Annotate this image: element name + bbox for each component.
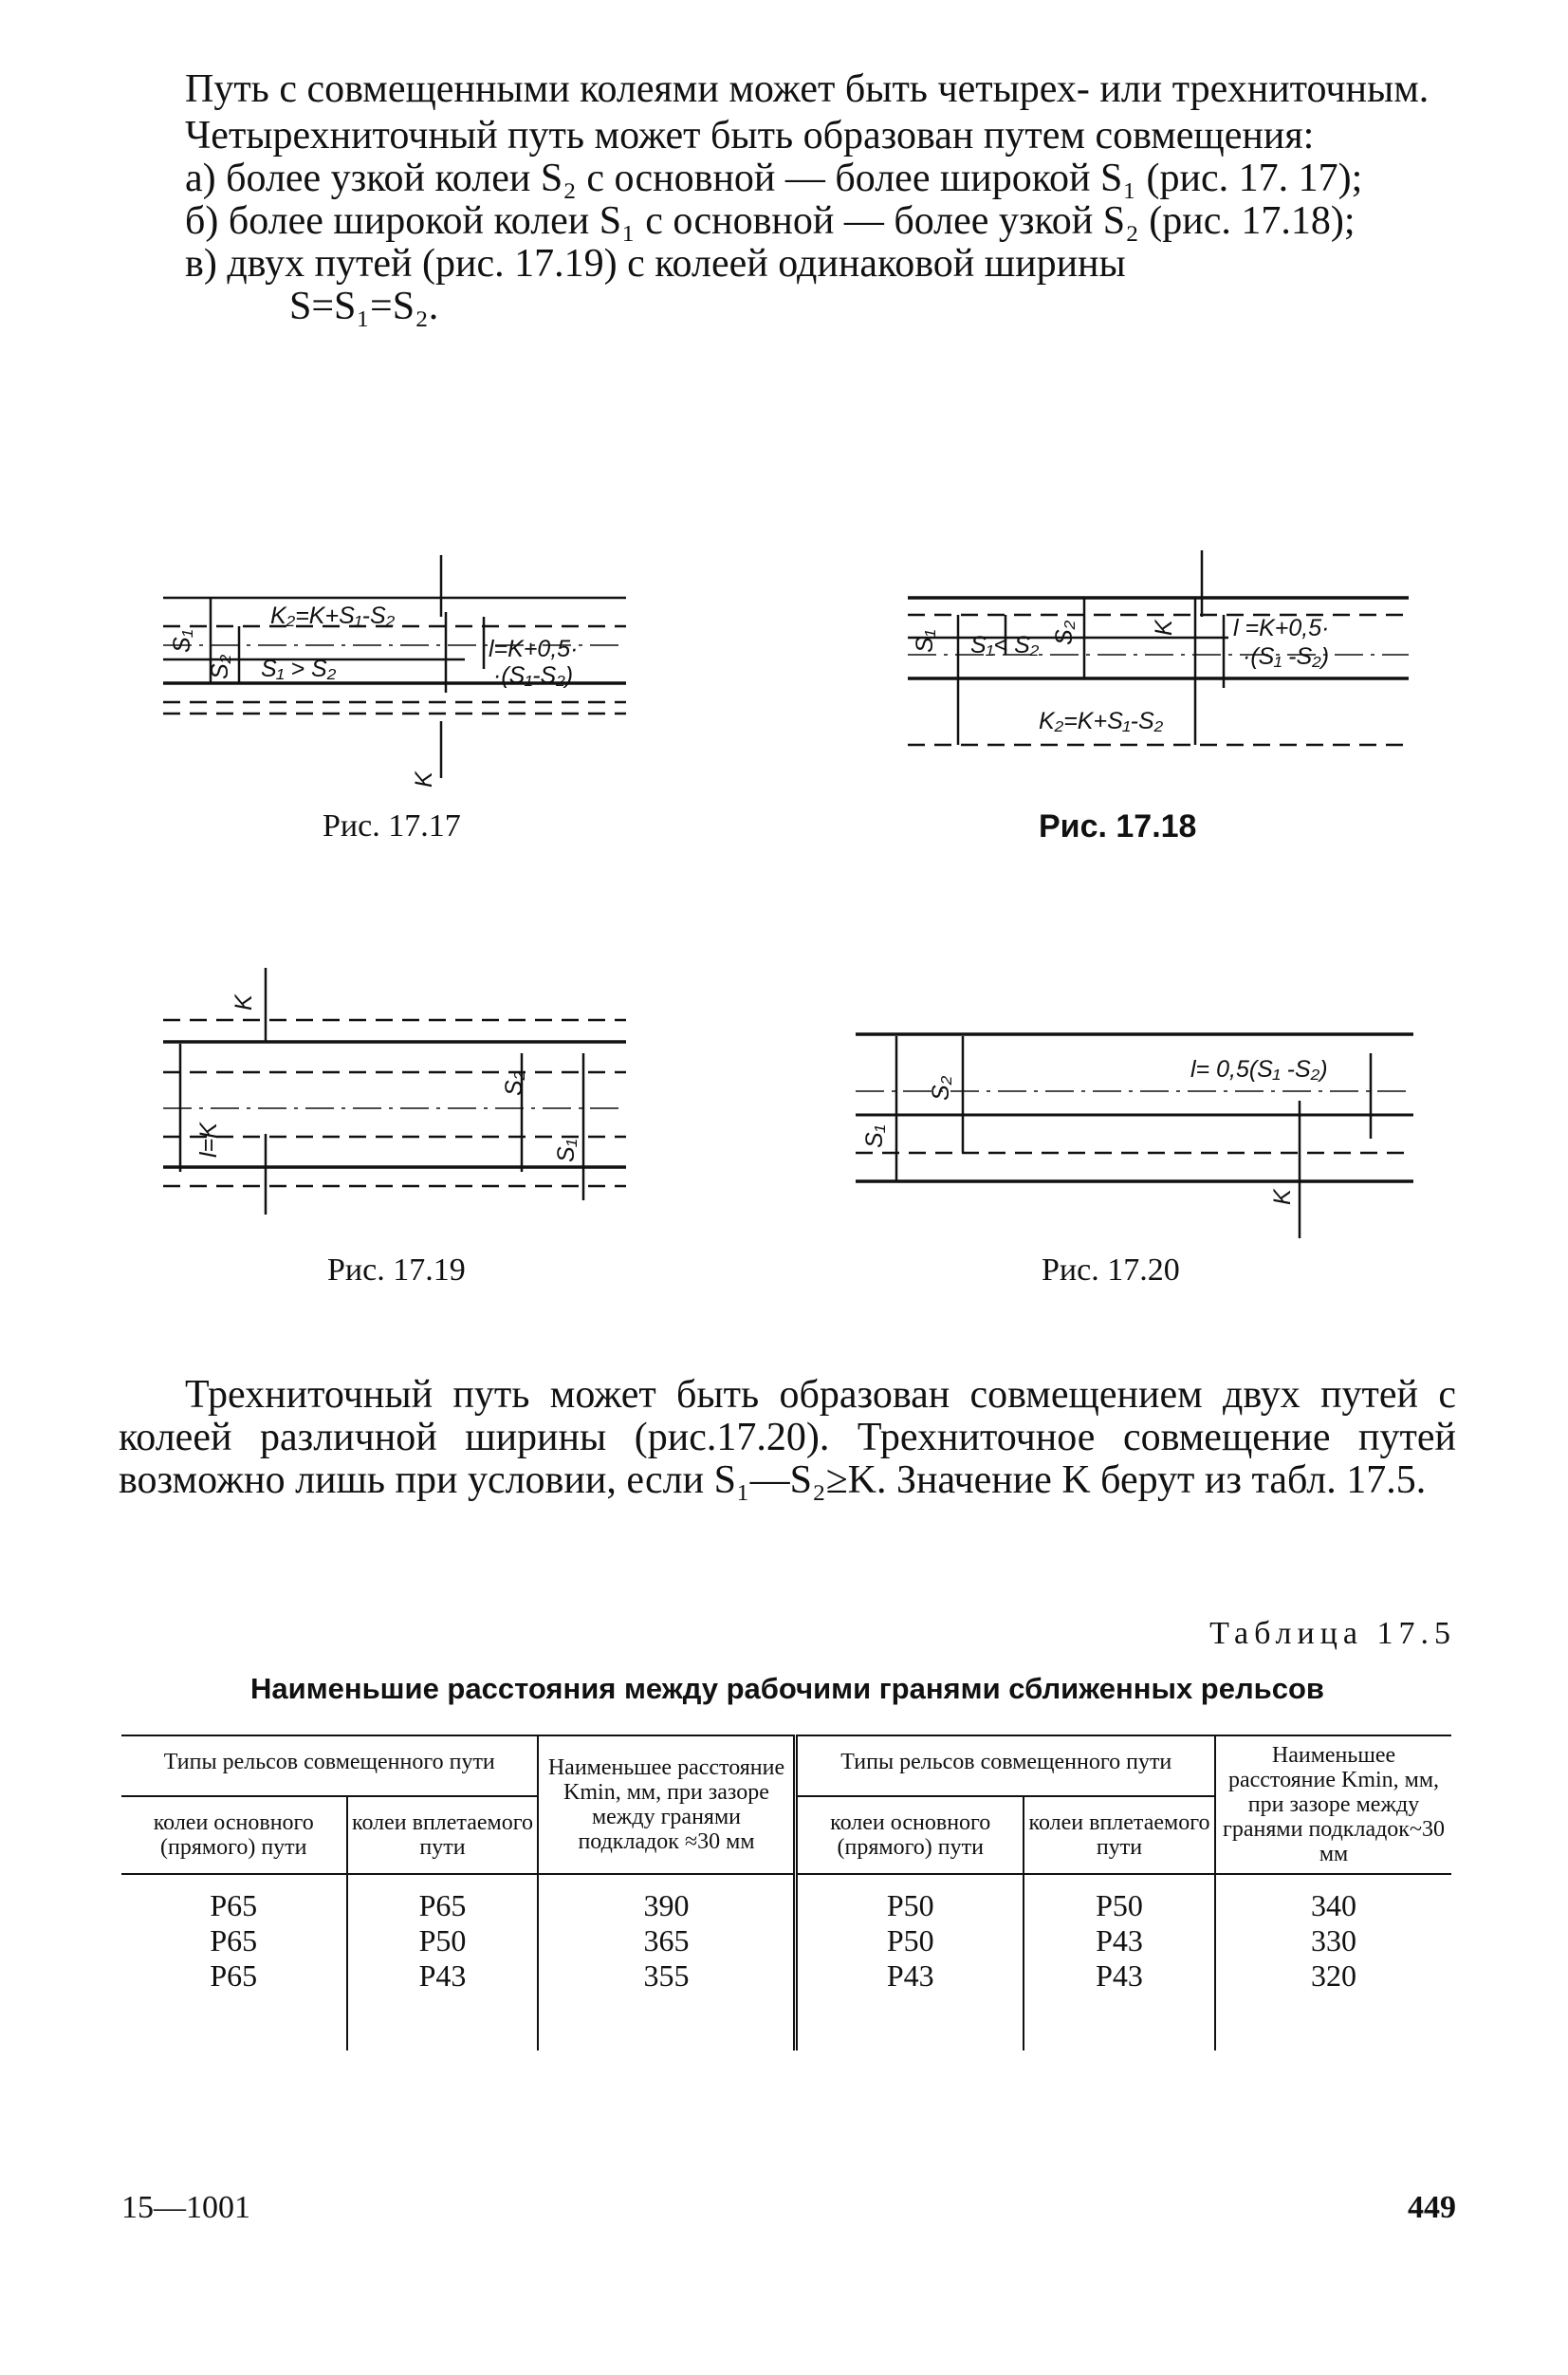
- fig17-caption: Рис. 17.17: [323, 808, 461, 844]
- fig17-k2-label: K₂=K+S₁-S₂: [270, 603, 396, 629]
- header-kmin-right: Наименьшее расстояние Kmin, мм, при зазоре между гранями подкладок~30 мм: [1215, 1735, 1451, 1874]
- fig20-s1-label: S₁: [861, 1124, 888, 1148]
- header-inner-right: колеи вплетаемого пути: [1024, 1796, 1215, 1874]
- col-kmin-left: 390 365 355: [538, 1874, 796, 2050]
- col-inner-left: Р65 Р50 Р43: [347, 1874, 539, 2050]
- header-kmin-left: Наименьшее расстояние Kmin, мм, при зазоре между гранями подкладок ≈30 мм: [538, 1735, 796, 1874]
- fig18-s2-label: S₂: [1051, 620, 1078, 645]
- fig19-k-label: K: [231, 994, 257, 1011]
- page-number: 449: [1408, 2190, 1456, 2225]
- body-paragraph: Трехниточный путь может быть образован совмещением двух путей с колеей различной ширины (рис.17.20). Трехниточное совмещение путей возможно лишь при условии, если S₁—S₂≥K. Значение K берут из табл. 17.5.: [119, 1373, 1456, 1502]
- fig18-s1-label: S₁: [912, 629, 938, 653]
- fig20-k-label: K: [1269, 1189, 1296, 1205]
- list-item-c: в) двух путей (рис. 17.19) с колеей одинаковой ширины S=S₁=S₂.: [185, 242, 1126, 328]
- fig20-s2-label: S₂: [928, 1075, 954, 1101]
- fig18-k2-label: K₂=K+S₁-S₂: [1039, 708, 1164, 734]
- fig19-s1-label: S₁: [553, 1139, 580, 1162]
- col-inner-right: Р50 Р43 Р43: [1024, 1874, 1215, 2050]
- intro-text: [119, 68, 1456, 328]
- intro-paragraph-1: Путь с совмещенными колеями может быть четырех- или трехниточным.: [185, 67, 1430, 111]
- fig17-s1-label: S₁: [169, 629, 195, 653]
- figure-17-19: [161, 968, 636, 1243]
- fig19-caption: Рис. 17.19: [327, 1252, 466, 1288]
- fig18-compare-label: S₁< S₂: [970, 632, 1040, 659]
- fig18-caption: Рис. 17.18: [1039, 808, 1197, 844]
- header-types-left: Типы рельсов совмещенного пути: [121, 1735, 538, 1796]
- fig18-k-label: K: [1151, 620, 1177, 636]
- fig17-compare-label: S₁ > S₂: [261, 656, 337, 682]
- rails-table: [121, 1735, 1451, 2050]
- fig19-lk-label: l=K: [195, 1123, 222, 1158]
- fig17-l-label: l=K+0,5·: [489, 636, 579, 662]
- fig17-k-label: K: [411, 771, 437, 788]
- fig20-caption: Рис. 17.20: [1042, 1252, 1180, 1288]
- fig20-l-label: l= 0,5(S₁ -S₂): [1190, 1056, 1328, 1083]
- fig18-l-label: l =K+0,5·: [1233, 615, 1330, 641]
- fig18-l2-label: ·(S₁ -S₂): [1243, 643, 1330, 670]
- figure-17-20: [854, 1025, 1423, 1243]
- table-body: [121, 1874, 1451, 2050]
- header-main-right: колеи основного (прямого) пути: [796, 1796, 1024, 1874]
- col-main-left: Р65 Р65 Р65: [210, 1888, 258, 1993]
- figure-17-17: [161, 550, 636, 797]
- fig17-l2-label: ·(S₁-S₂): [493, 662, 574, 689]
- fig19-s2-label: S₂: [501, 1070, 527, 1096]
- col-kmin-right: 340 330 320: [1215, 1874, 1451, 2050]
- col-main-right: Р50 Р50 Р43: [796, 1874, 1024, 2050]
- list-item-b: б) более широкой колеи S₁ с основной — более узкой S₂ (рис. 17.18);: [185, 199, 1356, 243]
- fig17-s2-label: S₂: [207, 654, 233, 679]
- signature-mark: 15—1001: [121, 2190, 250, 2225]
- list-item-a: а) более узкой колеи S₂ с основной — более широкой S₁ (рис. 17. 17);: [185, 157, 1363, 200]
- header-inner-left: колеи вплетаемого пути: [347, 1796, 539, 1874]
- intro-paragraph-2: Четырехниточный путь может быть образован путем совмещения:: [185, 114, 1315, 158]
- header-main-left: колеи основного (прямого) пути: [153, 1810, 314, 1860]
- header-types-right: Типы рельсов совмещенного пути: [796, 1735, 1215, 1796]
- figure-17-18: [906, 550, 1418, 769]
- table-title: Наименьшие расстояния между рабочими гранями сближенных рельсов: [250, 1672, 1324, 1705]
- table-number: Таблица 17.5: [1209, 1616, 1456, 1651]
